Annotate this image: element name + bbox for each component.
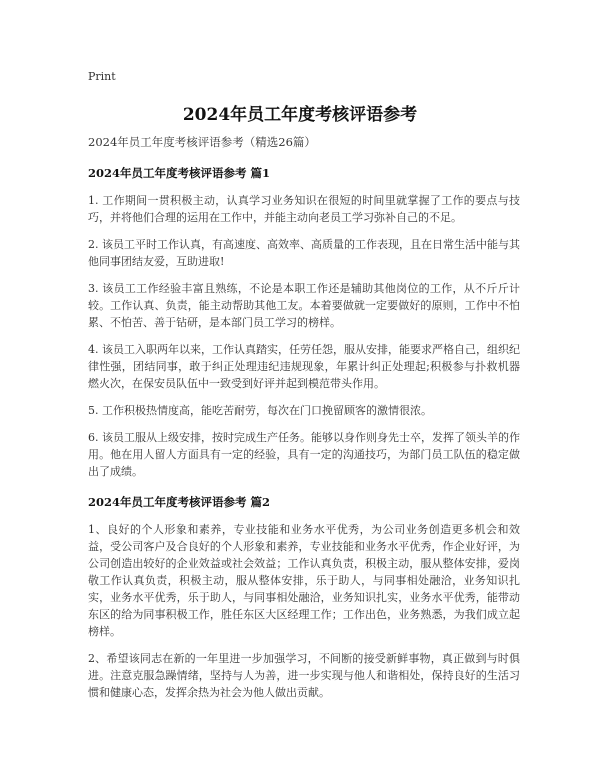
- section-2: [88, 494, 520, 701]
- document-body: [88, 134, 520, 711]
- paragraph: 5. 工作积极热情度高，能吃苦耐劳，每次在门口挽留顾客的激情很浓。: [88, 404, 432, 417]
- document-subtitle: 2024年员工年度考核评语参考（精选26篇）: [88, 135, 316, 149]
- paragraph: 2、希望该同志在新的一年里进一步加强学习，不间断的接受新鲜事物，真正做到与时俱进。注意克服急躁情绪，坚持与人为善，进一步实现与他人和谐相处，保持良好的生活习惯和健康心态，发挥余热为社会为他人做出贡献。: [88, 652, 520, 699]
- section-heading: 2024年员工年度考核评语参考 篇1: [88, 166, 271, 180]
- paragraph: 3. 该员工工作经验丰富且熟练，不论是本职工作还是辅助其他岗位的工作，从不斤斤计较。工作认真、负责，能主动帮助其他工友。本着要做就一定要做好的原则，工作中不怕累、不怕苦、善于钻研，是本部门员工学习的榜样。: [88, 282, 520, 329]
- paragraph: 2. 该员工平时工作认真，有高速度、高效率、高质量的工作表现，且在日常生活中能与其他同事团结友爱，互助进取!: [88, 238, 520, 268]
- print-link[interactable]: Print: [88, 70, 116, 83]
- paragraph: 6. 该员工服从上级安排，按时完成生产任务。能够以身作则身先士卒，发挥了领头羊的作用。他在用人留人方面具有一定的经验，具有一定的沟通技巧，为部门员工队伍的稳定做出了成绩。: [88, 431, 520, 478]
- section-1: [88, 165, 520, 480]
- paragraph: 1、良好的个人形象和素养，专业技能和业务水平优秀，为公司业务创造更多机会和效益，受公司客户及合良好的个人形象和素养，专业技能和业务水平优秀，作企业好评，为公司创造出较好的企业效益或社会效益；工作认真负责，积极主动，服从整体安排，爱岗敬工作认真负责，积极主动，服从整体安排，乐于助人，与同事相处融洽，业务知识扎实，业务水平优秀，乐于助人，与同事相处融洽，业务知识扎实，业务水平优秀，能带动东区的给为同事积极工作，胜任东区大区经理工作；工作出色，业务熟悉，为我们成立起榜样。: [88, 523, 520, 638]
- section-heading: 2024年员工年度考核评语参考 篇2: [88, 495, 271, 509]
- paragraph: 4. 该员工入职两年以来，工作认真踏实，任劳任怨，服从安排，能要求严格自己，组织纪律性强，团结同事，敢于纠正处理违纪违规现象，年累计纠正处理起;积极参与扑救机器燃火次，在保安员队伍中一致受到好评并起到模范带头作用。: [88, 343, 520, 390]
- page-title: 2024年员工年度考核评语参考: [182, 105, 418, 125]
- paragraph: 1. 工作期间一贯积极主动，认真学习业务知识在很短的时间里就掌握了工作的要点与技巧，并将他们合理的运用在工作中，并能主动向老员工学习弥补自己的不足。: [88, 194, 520, 224]
